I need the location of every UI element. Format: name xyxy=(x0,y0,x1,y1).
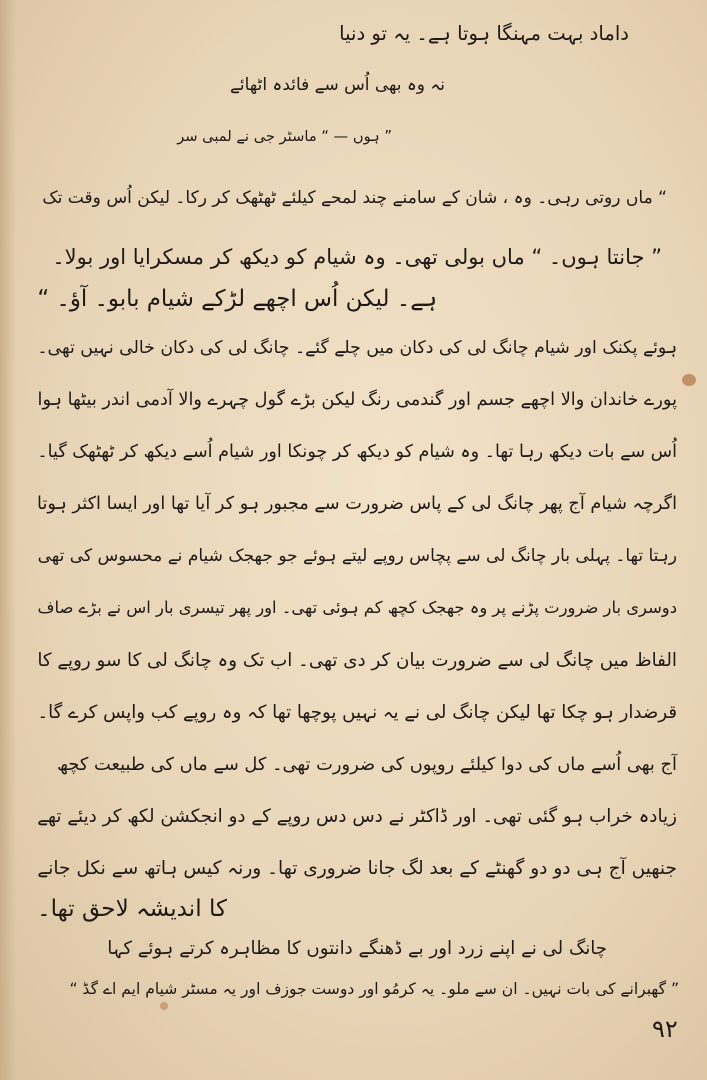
text-line: ہے۔ لیکن اُس اچھے لڑکے شیام بابو۔ آؤ۔ “ xyxy=(37,286,437,312)
text-line: جنھیں آج ہی دو دو گھنٹے کے بعد لگ جانا ضروری تھا۔ ورنہ کیس ہاتھ سے نکل جانے xyxy=(37,858,677,879)
text-line: رہتا تھا۔ پہلی بار چانگ لی سے پچاس روپے لیتے ہوئے جو جھجک شیام نے محسوس کی تھی xyxy=(37,546,677,566)
text-line: “ ماں روتی رہی۔ وہ ، شان کے سامنے چند لمحے کیلئے ٹھٹھک کر رکا۔ لیکن اُس وقت تک xyxy=(42,188,667,208)
text-line: داماد بہت مہنگا ہوتا ہے۔ یہ تو دنیا xyxy=(339,22,629,45)
text-line: کا اندیشہ لاحق تھا۔ xyxy=(37,896,227,922)
ink-stain xyxy=(160,1002,168,1010)
text-line: قرضدار ہو چکا تھا لیکن چانگ لی نے یہ نہیں پوچھا تھا کہ وہ روپے کب واپس کرے گا۔ xyxy=(37,702,677,723)
text-line: ” جانتا ہوں۔ “ ماں بولی تھی۔ وہ شیام کو دیکھ کر مسکرایا اور بولا۔ xyxy=(52,244,662,269)
text-line: نہ وہ بھی اُس سے فائدہ اٹھائے xyxy=(230,74,445,94)
text-line: ” گھبرانے کی بات نہیں۔ ان سے ملو۔ یہ کرمُو اور دوست جوزف اور یہ مسٹر شیام ایم اے گڈ “ xyxy=(69,980,679,998)
text-line: دوسری بار ضرورت پڑنے پر وہ جھجک کچھ کم ہوئی تھی۔ اور پھر تیسری بار اس نے بڑے صاف xyxy=(37,598,677,617)
page-fold-shadow xyxy=(0,0,16,1080)
text-line: اُس سے بات دیکھ رہا تھا۔ وہ شیام کو دیکھ کر چونکا اور شیام اُسے دیکھ کر ٹھٹھک گیا۔ xyxy=(37,442,677,462)
text-line: اگرچہ شیام آج پھر چانگ لی کے پاس ضرورت سے مجبور ہو کر آیا تھا اور ایسا اکثر ہوتا xyxy=(37,494,677,514)
page-number: ۹۲ xyxy=(652,1015,678,1043)
text-line: چانگ لی نے اپنے زرد اور بے ڈھنگے دانتوں کا مظاہرہ کرتے ہوئے کہا xyxy=(107,938,607,959)
text-line: پورے خاندان والا اچھے جسم اور گندمی رنگ لیکن بڑے گول چہرے والا آدمی اندر بیٹھا ہوا xyxy=(37,390,677,410)
text-line: الفاظ میں چانگ لی سے ضرورت بیان کر دی تھی۔ اب تک وہ چانگ لی کا سو روپے کا xyxy=(37,650,677,671)
text-line: آج بھی اُسے ماں کی دوا کیلئے روپوں کی ضرورت تھی۔ کل سے ماں کی طبیعت کچھ xyxy=(57,754,677,775)
ink-stain xyxy=(682,374,696,386)
text-line: ہوئے پکنک اور شیام چانگ لی کی دکان میں چلے گئے۔ چانگ لی کی دکان خالی نہیں تھی۔ xyxy=(37,338,677,358)
text-line: زیادہ خراب ہو گئی تھی۔ اور ڈاکٹر نے دس دس روپے کے دو انجکشن لکھ کر دیئے تھے xyxy=(37,806,677,827)
text-line: ” ہوں — “ ماسٹر جی نے لمبی سر xyxy=(177,128,392,145)
